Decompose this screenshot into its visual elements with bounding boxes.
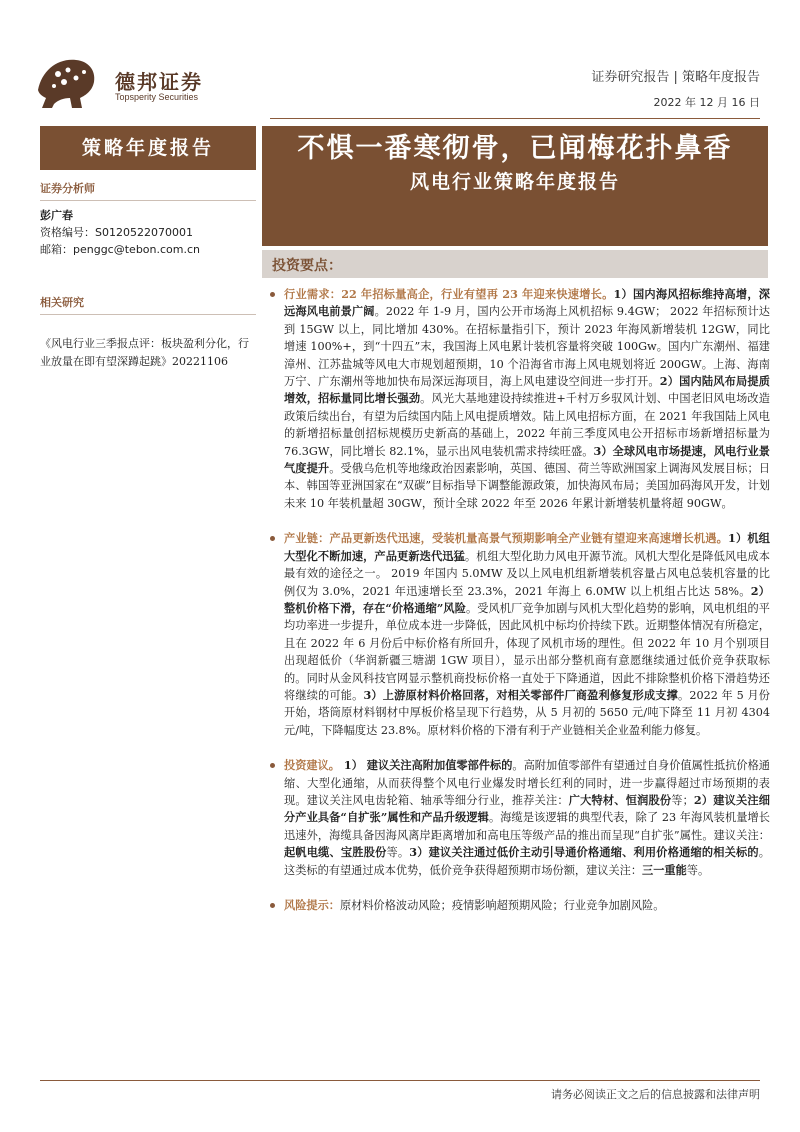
key-point-text: 。这类标的有望通过成本优势，低价竞争获得超预期市场份额，建议关注： — [284, 846, 770, 877]
key-point-text: 。风光大基地建设持续推进+千村万乡驭风计划、中国老旧风电场改造政策后续出台，有望为后续国内陆上风电提质增效。陆上风电招标方面，在 2021 年我国陆上风电的新增招标量创招标规模历史新高的基础上，2022 年前三季度风电公开招标市场新增招标量为 76.3GW，同比增长 82.1%，显示出风电装机需求持续旺盛。 — [284, 392, 770, 458]
key-point-text: 3）全球风电市场提速，风电行业景气度提升 — [284, 443, 770, 476]
disclaimer-footer: 请务必阅读正文之后的信息披露和法律声明 — [551, 1088, 760, 1101]
key-point-text: 。2022 年 5 月份开始，塔筒原材料钢材中厚板价格呈现下行趋势，从 5 月初的 5650 元/吨下降至 11 月初 4304 元/吨，下降幅度达 23.8%。原材料价格的下滑有利于产业链相关企业盈利能力修复。 — [284, 688, 770, 737]
brand-english-name: Topsperity Securities — [115, 92, 199, 102]
related-research-label: 相关研究 — [40, 294, 256, 315]
key-point-text: 等。 — [386, 846, 410, 860]
sidebar — [40, 180, 256, 371]
key-point-text: 2）整机价格下滑，存在“价格通缩”风险 — [284, 583, 770, 615]
key-point-text: 。受俄乌危机等地缘政治因素影响，英国、德国、荷兰等欧洲国家上调海风发展目标；日本、韩国等亚洲国家在“双碳”目标指导下调整能源政策，加快海风布局；美国加码海风开发，计划未来 10 年装机量超 30GW，预计全球 2022 年至 2026 年累计新增装机量将超 90GW。 — [284, 462, 770, 510]
section-heading: 投资要点： — [272, 258, 342, 274]
report-type: 证券研究报告 | 策略年度报告 — [591, 70, 760, 85]
analyst-cert: 资格编号：S0120522070001 — [40, 226, 193, 239]
key-point-text: 原材料价格波动风险；疫情影响超预期风险；行业竞争加剧风险。 — [339, 899, 665, 912]
key-point-item — [268, 897, 770, 914]
report-subtitle: 风电行业策略年度报告 — [409, 171, 620, 193]
header-divider — [270, 118, 760, 119]
analyst-email: 邮箱：penggc@tebon.com.cn — [40, 243, 201, 256]
key-point-text: 3）上游原材料价格回落，对相关零部件厂商盈利修复形成支撑 — [363, 687, 678, 702]
key-point-text: 起帆电缆、宝胜股份 — [284, 845, 387, 860]
analyst-name: 彭广春 — [40, 209, 73, 222]
bullet-icon — [270, 903, 275, 908]
key-point-text: 。机组大型化助力风电开源节流。风机大型化是降低风电成本最有效的途径之一。 2019 年国内 5.0MW 及以上风电机组新增装机容量占风电总装机容量的比例仅为 3.0%，2021 年迅速增长至 23.3%，2021 年海上 6.0MW 以上机组占比达 58%。 — [284, 549, 770, 598]
key-point-text: 1）机组大型化不断加速，产品更新迭代迅猛 — [284, 531, 770, 563]
key-point-lead: 投资建议。 — [284, 758, 340, 773]
report-header — [0, 0, 800, 120]
section-heading-bar — [262, 250, 768, 278]
key-point-text: 。高附加值零部件有望通过自身价值属性抵抗价格通缩、大型化通缩，从而获得整个风电行业爆发时增长红利的同时，进一步赢得超过市场预期的表现。建议关注风电齿轮箱、轴承等细分行业，推荐关注： — [284, 759, 770, 807]
key-point-lead: 行业需求：22 年招标量高企，行业有望再 23 年迎来快速增长。 — [284, 287, 614, 301]
key-point-text: 。2022 年 1-9 月，国内公开市场海上风机招标 9.4GW； 2022 年招标预计达到 15GW 以上，同比增加 430%。在招标量指引下，预计 2023 年海风新增装机 12GW，同比增速 100%+，到“十四五”末，我国海上风电累计装机容量将突破 100Gw。国内广东潮州、福建漳州、江苏盐城等风电大市规划超预期，10 个沿海省市海上风电规划将近 200GW。上海、海南万宁、广东潮州等地加快布局深远海项目，海上风电建设空间进一步打开。 — [284, 305, 770, 389]
key-point-text: 。海缆是该逻辑的典型代表，除了 23 年海风装机量增长迅速外，海缆具备因海风离岸距离增加和高电压等级产品的推出而呈现“自扩张”属性。建议关注： — [284, 811, 770, 842]
key-point-item — [268, 757, 770, 879]
key-point-lead: 产业链：产品更新迭代迅速，受装机量高景气预期影响全产业链有望迎来高速增长机遇。 — [284, 531, 729, 546]
key-point-text: 3）建议关注通过低价主动引导通价格通缩、利用价格通缩的相关标的 — [409, 845, 759, 860]
key-point-text: 。受风机厂竞争加剧与风机大型化趋势的影响，风电机组的平均功率进一步提升，单位成本进一步降低，因此风机中标均价持续下跌。近期整体情况有所稳定，且在 2022 年 6 月份后中标价格有所回升，体现了风机市场的理性。但 2022 年 10 月个别项目出现超低价（华润新疆三塘湖 1GW 项目），显示出部分整机商有意愿继续通过低价竞争获取标的。同时从金风科技官网显示整机商投标价格一直处于下降通道，因此不排除整机价格下滑趋势还将继续的可能。 — [284, 601, 770, 702]
key-point-text: 1） 建议关注高附加值零部件标的 — [340, 758, 513, 773]
key-point-text: 广大特材、恒润股份 — [568, 792, 672, 807]
key-point-text: 等。 — [686, 863, 710, 877]
key-point-text: 等； — [671, 793, 694, 807]
key-points — [268, 286, 770, 932]
key-point-text: 2）建议关注细分产业具备“自扩张”属性和产品升级逻辑 — [284, 792, 770, 825]
key-point-text: 三一重能 — [642, 862, 687, 877]
bullet-icon — [270, 292, 275, 297]
key-point-item — [268, 530, 770, 739]
analyst-label: 证券分析师 — [40, 180, 256, 201]
key-point-text: 2）国内陆风布局提质增效，招标量同比增长强劲 — [284, 374, 770, 406]
key-point-text: 1）国内海风招标维持高增，深远海风电前景广阔 — [284, 287, 770, 319]
report-title: 不惧一番寒彻骨，已闻梅花扑鼻香 — [297, 133, 733, 164]
title-block — [262, 126, 768, 246]
brand-name: 德邦证券 — [115, 70, 203, 94]
report-date: 2022 年 12 月 16 日 — [653, 96, 760, 109]
related-report-link[interactable]: 《风电行业三季报点评：板块盈利分化，行业放量在即有望深蹲起跳》20221106 — [40, 337, 249, 368]
leopard-logo-icon — [36, 52, 98, 110]
bullet-icon — [270, 763, 275, 768]
bullet-icon — [270, 536, 275, 541]
key-point-item — [268, 286, 770, 512]
footer-divider — [40, 1080, 760, 1081]
key-point-lead: 风险提示： — [284, 898, 340, 912]
report-category-banner: 策略年度报告 — [40, 126, 256, 170]
